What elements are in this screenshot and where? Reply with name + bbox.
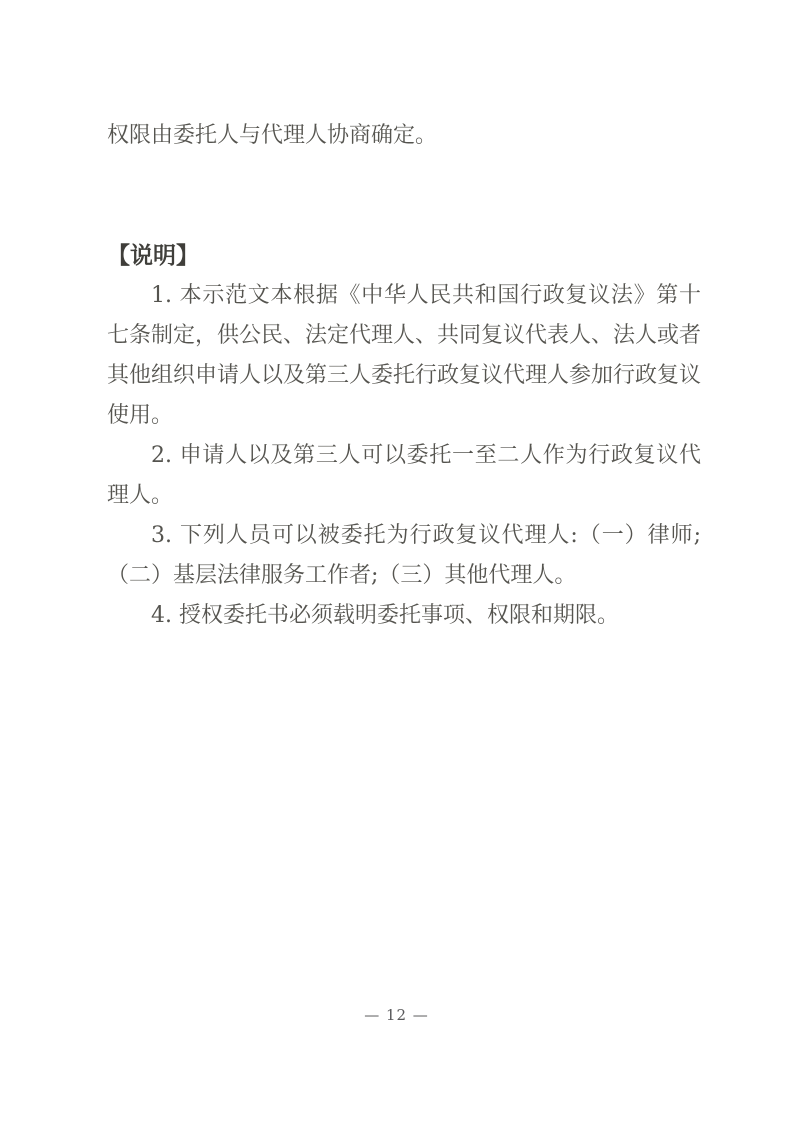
document-content xyxy=(107,116,701,636)
page-number: — 12 — xyxy=(364,1006,429,1024)
continuation-paragraph: 权限由委托人与代理人协商确定。 xyxy=(107,123,438,148)
note-paragraph-2: 2. 申请人以及第三人可以委托一至二人作为行政复议代理人。 xyxy=(107,443,701,508)
note-paragraph-3: 3. 下列人员可以被委托为行政复议代理人:（一）律师;（二）基层法律服务工作者;（三）其他代理人。 xyxy=(107,523,701,588)
note-paragraph-1: 1. 本示范文本根据《中华人民共和国行政复议法》第十七条制定，供公民、法定代理人、共同复议代表人、法人或者其他组织申请人以及第三人委托行政复议代理人参加行政复议使用。 xyxy=(107,283,702,428)
section-heading: 【说明】 xyxy=(107,242,199,269)
note-paragraph-4: 4. 授权委托书必须载明委托事项、权限和期限。 xyxy=(151,603,619,628)
